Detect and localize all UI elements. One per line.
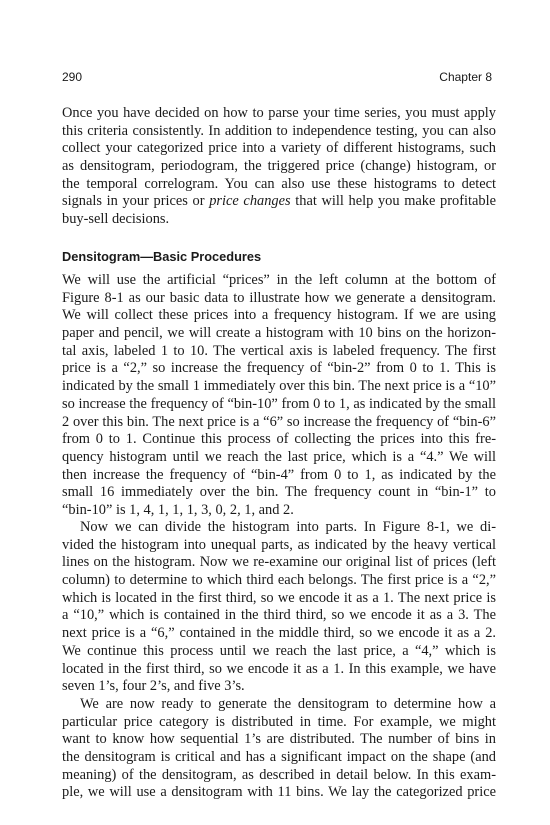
text-line: paper and pencil, we will create a histogram with 10 bins on the horizon-: [62, 325, 496, 342]
text-line: seven 1’s, four 2’s, and five 3’s.: [62, 678, 245, 695]
text-line: We will use the artificial “prices” in the left column at the bottom of: [62, 272, 496, 288]
text-line: [62, 193, 496, 211]
text-line: the densitogram is critical and has a significant impact on the shape (and: [62, 749, 496, 766]
text-line: “bin-10” is 1, 4, 1, 1, 1, 3, 0, 2, 1, and 2.: [62, 501, 294, 518]
text-line: tal axis, labeled 1 to 10. The vertical axis is labeled frequency. The first: [62, 342, 496, 359]
text-line: We continue this process until we reach the last price, a “4,” which is: [62, 642, 496, 659]
section-heading: Densitogram—Basic Procedures: [62, 249, 262, 264]
body-paragraph-1: [62, 272, 496, 520]
emphasis-text: price changes: [209, 193, 291, 210]
text-line: then increase the frequency of “bin-4” from 0 to 1, as indicated by the: [62, 466, 496, 483]
text-line: the temporal correlogram. You can also use these histograms to detect: [62, 175, 496, 192]
text-line: lines on the histogram. Now we re-examine our original list of prices (left: [62, 554, 496, 571]
page-number: 290: [62, 70, 83, 84]
text-segment: that will help you make profitable: [295, 193, 496, 210]
text-line: from 0 to 1. Continue this process of collecting the prices into this fre-: [62, 431, 496, 448]
body-paragraph-3: [62, 696, 496, 802]
text-line: meaning) of the densitogram, as described in detail below. In this exam-: [62, 766, 496, 783]
text-line: buy-sell decisions.: [62, 211, 170, 228]
text-line: particular price category is distributed in time. For example, we might: [62, 713, 496, 730]
text-segment: signals in your prices or: [62, 193, 205, 210]
text-line: want to know how sequential 1’s are distributed. The number of bins in: [62, 731, 496, 748]
text-line: next price is a “6,” contained in the middle third, so we encode it as a 2.: [62, 625, 496, 642]
text-line: so increase the frequency of “bin-10” from 0 to 1, as indicated by the small: [62, 395, 496, 412]
text-line: which is located in the first third, so we encode it as a 1. The next price is: [62, 589, 496, 606]
text-line: collect your categorized price into a variety of different histograms, such: [62, 140, 496, 157]
text-line: this criteria consistently. In addition to independence testing, you can also: [62, 122, 496, 139]
text-line: We will collect these prices into a frequency histogram. If we are using: [62, 307, 496, 324]
text-line: 2 over this bin. The next price is a “6” so increase the frequency of “bin-6”: [62, 413, 496, 430]
intro-paragraph: [62, 105, 496, 229]
text-line: small 16 immediately over the bin. The frequency count in “bin-1” to: [62, 484, 496, 501]
text-line: ple, we will use a densitogram with 11 bins. We lay the categorized price: [62, 784, 496, 801]
text-line: Once you have decided on how to parse your time series, you must apply: [62, 105, 496, 121]
text-line: column) to determine to which third each belongs. The first price is a “2,”: [62, 572, 496, 589]
body-paragraph-2: [62, 519, 496, 696]
text-line: We are now ready to generate the densitogram to determine how a: [80, 696, 496, 712]
text-line: price is a “2,” so increase the frequency of “bin-2” from 0 to 1. This is: [62, 360, 496, 377]
text-line: quency histogram until we reach the last price, which is a “4.” We will: [62, 448, 496, 465]
text-line: Now we can divide the histogram into parts. In Figure 8-1, we di-: [80, 519, 496, 535]
text-line: located in the first third, so we encode it as a 1. In this example, we have: [62, 660, 496, 677]
text-line: vided the histogram into unequal parts, as indicated by the heavy vertical: [62, 536, 496, 553]
text-line: a “10,” which is contained in the third third, so we encode it as a 3. The: [62, 607, 496, 624]
chapter-label: Chapter 8: [439, 70, 492, 84]
text-line: indicated by the small 1 immediately over this bin. The next price is a “10”: [62, 378, 496, 395]
running-head: [62, 70, 492, 86]
text-line: Figure 8-1 as our basic data to illustrate how we generate a densitogram.: [62, 289, 496, 306]
text-line: as densitogram, periodogram, the triggered price (change) histogram, or: [62, 158, 496, 175]
